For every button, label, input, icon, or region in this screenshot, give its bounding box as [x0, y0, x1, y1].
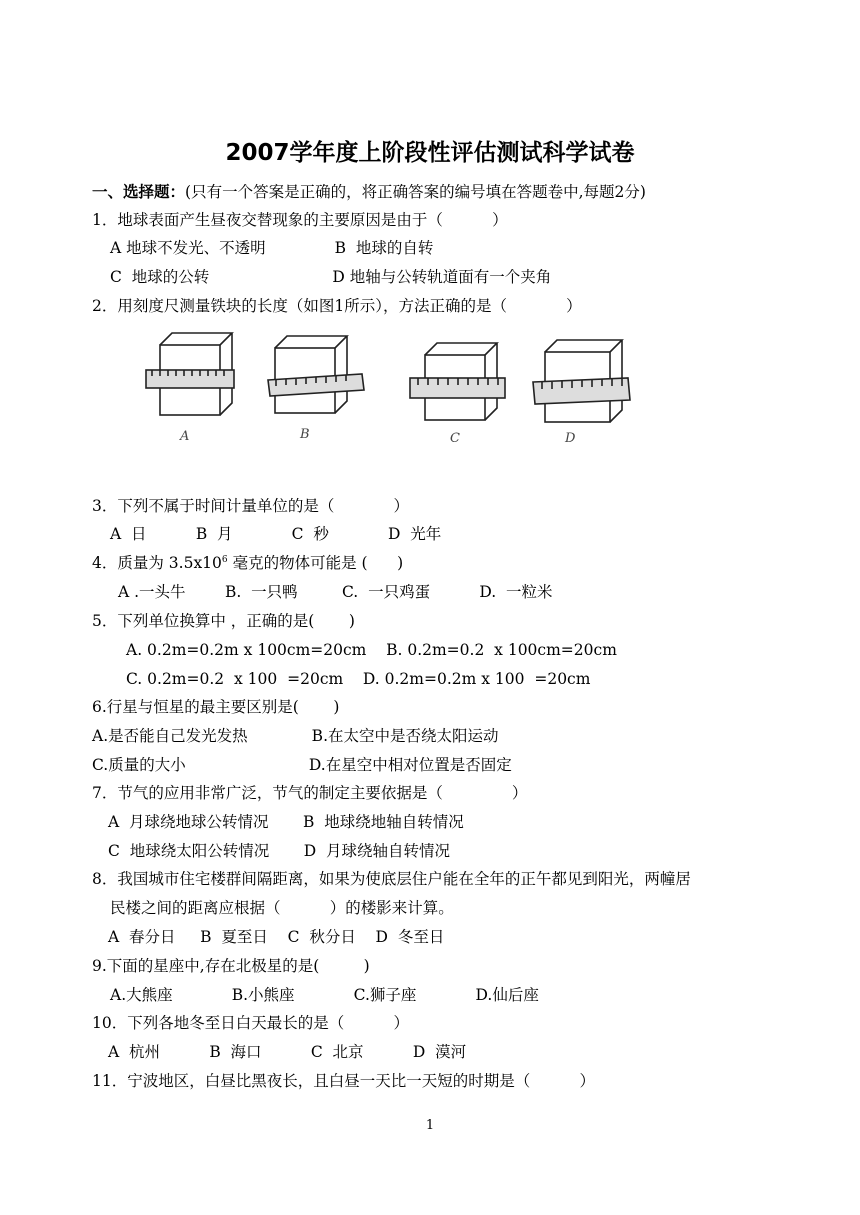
question-3-options: A 日 B 月 C 秒 D 光年: [110, 525, 442, 543]
figure-c: [410, 343, 505, 420]
question-6-options-b: C.质量的大小 D.在星空中相对位置是否固定: [92, 756, 512, 774]
question-1-stem: 1．地球表面产生昼夜交替现象的主要原因是由于（ ）: [92, 211, 508, 229]
question-4-stem: 4．质量为 $3.5x10^6$ 毫克的物体可能是 ( ): [92, 554, 404, 572]
figure-b: [268, 336, 364, 413]
section-label: 一、选择题：: [92, 182, 186, 201]
question-9-options: A.大熊座 B.小熊座 C.狮子座 D.仙后座: [110, 986, 539, 1004]
page-title: 2007学年度上阶段性评估测试科学试卷: [225, 140, 635, 166]
section-heading: [92, 182, 646, 202]
question-5-options-a: A. 0.2m=0.2m x 100cm=20cm B. 0.2m=0.2 x 100cm=20cm: [126, 641, 617, 659]
figure-label-a: A: [180, 429, 190, 444]
question-1-options-a: A 地球不发光、不透明 B 地球的自转: [110, 239, 434, 257]
question-5-options-b: C. 0.2m=0.2 x 100 =20cm D. 0.2m=0.2m x 100 =20cm: [126, 670, 591, 688]
page-number: 1: [425, 1118, 435, 1133]
question-7-options-a: A 月球绕地球公转情况 B 地球绕地轴自转情况: [108, 813, 464, 831]
question-8-stem-cont: 民楼之间的距离应根据（ ）的楼影来计算。: [110, 899, 454, 917]
figure-label-d: D: [565, 431, 576, 446]
question-11-stem: 11．宁波地区，白昼比黑夜长，且白昼一天比一天短的时期是（ ）: [92, 1072, 595, 1090]
question-9-stem: 9.下面的星座中,存在北极星的是( ): [92, 957, 370, 975]
question-8-stem: 8．我国城市住宅楼群间隔距离，如果为使底层住户能在全年的正午都见到阳光，两幢居: [92, 870, 691, 888]
question-7-stem: 7．节气的应用非常广泛，节气的制定主要依据是（ ）: [92, 784, 528, 802]
section-note: (只有一个答案是正确的，将正确答案的编号填在答题卷中,每题2分): [185, 183, 646, 201]
figure-label-c: C: [450, 431, 460, 446]
question-7-options-b: C 地球绕太阳公转情况 D 月球绕轴自转情况: [108, 842, 450, 860]
figure-label-b: B: [300, 427, 310, 442]
question-10-options: A 杭州 B 海口 C 北京 D 漠河: [108, 1043, 467, 1061]
question-1-options-b: C 地球的公转 D 地轴与公转轨道面有一个夹角: [110, 268, 552, 286]
figure-d: [533, 340, 630, 422]
question-3-stem: 3．下列不属于时间计量单位的是（ ）: [92, 497, 409, 515]
question-5-stem: 5．下列单位换算中 ，正确的是( ): [92, 612, 355, 630]
ruler-measurement-figure: [140, 330, 640, 475]
question-8-options: A 春分日 B 夏至日 C 秋分日 D 冬至日: [108, 928, 445, 946]
figure-a: [146, 333, 234, 415]
question-6-stem: 6.行星与恒星的最主要区别是( ): [92, 698, 340, 716]
question-4-options: A .一头牛 B. 一只鸭 C. 一只鸡蛋 D. 一粒米: [118, 583, 553, 601]
question-10-stem: 10．下列各地冬至日白天最长的是（ ）: [92, 1014, 409, 1032]
question-2-stem: 2．用刻度尺测量铁块的长度（如图1所示），方法正确的是（ ）: [92, 297, 582, 315]
question-6-options-a: A.是否能自己发光发热 B.在太空中是否绕太阳运动: [92, 727, 499, 745]
